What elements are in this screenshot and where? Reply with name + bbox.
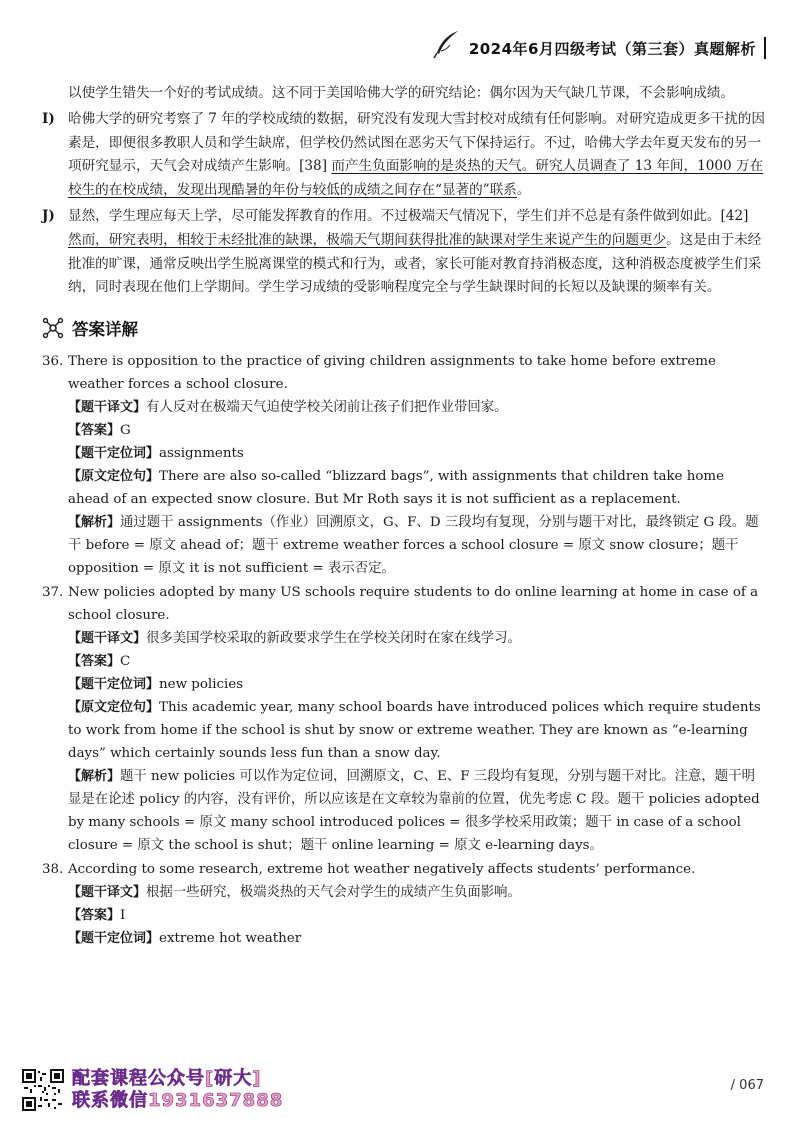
main-content: [42, 82, 766, 951]
question-number: 36.: [42, 354, 64, 370]
item-text: 有人反对在极端天气迫使学校关闭前让孩子们把作业带回家。: [146, 400, 508, 416]
page-number: / 067: [730, 1078, 764, 1093]
item-answer: [68, 650, 766, 673]
feather-pen-icon: [431, 29, 461, 59]
item-text: 通过题干 assignments（作业）回溯原文，G、F、D 三段均有复现，分别与题干对比，最终锁定 G 段。题干 before = 原文 ahead of；题干 extreme weather forces a school closure = 原文 snow closure；题干 opposition = 原文 it is not sufficient = 表示否定。: [68, 515, 759, 577]
paragraph-text-end: 。: [516, 182, 531, 199]
item-tag: 【题干定位词】: [68, 931, 160, 947]
item-text: assignments: [159, 446, 244, 462]
question-number: 37.: [42, 585, 64, 601]
item-text: 题干 new policies 可以作为定位词，回溯原文，C、E、F 三段均有复现，分别与题干对比。注意，题干明显是在论述 policy 的内容，没有评价，所以应该是在文章较为靠前的位置，优先考虑 C 段。题干 policies adopted by many schools = 原文 many school introduced polices = 很多学校采用政策；题干 in case of a school closure = 原文 the school is shut；题干 online learning = 原文 e-learning days。: [68, 769, 760, 854]
item-tag: 【答案】: [68, 654, 121, 670]
header-title: 2024年6月四级考试（第三套）真题解析: [468, 40, 756, 58]
item-analysis: [68, 765, 766, 857]
item-locator: [68, 442, 766, 465]
item-tag: 【题干译文】: [68, 400, 147, 416]
item-text: extreme hot weather: [159, 931, 302, 947]
underlined-answer-text: 而产生负面影响的是炎热的天气。研究人员调查了 13 年间，1000 万在校生的在校成绩，发现出现酷暑的年份与较低的成绩之间存在“显著的”联系: [68, 158, 764, 199]
molecule-icon: [42, 317, 64, 339]
item-answer: [68, 419, 766, 442]
passage-continuation: 以使学生错失一个好的考试成绩。这不同于美国哈佛大学的研究结论：偶尔因为天气缺几节课，不会影响成绩。: [68, 85, 735, 101]
item-translation: [68, 881, 766, 904]
passage-paragraph-j: [42, 205, 766, 300]
item-translation: [68, 396, 766, 419]
item-text: This academic year, many school boards have introduced polices which require students to work from home if the school is shut by snow or extreme weather. They are known as “e-learning days” which certainly sounds less fun than a snow day.: [68, 700, 761, 762]
item-answer: [68, 904, 766, 927]
question-number: 38.: [42, 862, 64, 878]
question-block-38: [42, 858, 766, 950]
passage-paragraph-i: [42, 108, 766, 203]
underlined-answer-text: 然而，研究表明，相较于未经批准的缺课，极端天气期间获得批准的缺课对学生来说产生的问题更少: [68, 231, 667, 248]
item-tag: 【题干译文】: [68, 631, 147, 647]
paragraph-text-end: 。这是由于未经批准的旷课，通常反映出学生脱离课堂的模式和行为，或者，家长可能对教育持消极态度，这种消极态度被学生们采纳，同时表现在他们上学期间。学生学习成绩的受影响程度完全与学生缺课时间的长短以及缺课的频率有关。: [68, 231, 762, 296]
item-text: There are also so-called “blizzard bags”, with assignments that children take home ahead of an expected snow closure. But Mr Roth says it is not sufficient as a replacement.: [68, 469, 725, 508]
promo-line-1: 配套课程公众号[研大]: [72, 1068, 262, 1089]
paragraph-letter: J): [42, 207, 55, 224]
item-locator: [68, 673, 766, 696]
question-text: New policies adopted by many US schools require students to do online learning at home in case of a school closure.: [68, 585, 759, 624]
item-text: G: [120, 423, 131, 439]
item-text: new policies: [159, 677, 244, 693]
promo-text: [72, 1068, 283, 1112]
item-tag: 【答案】: [68, 908, 121, 924]
item-tag: 【题干译文】: [68, 885, 147, 901]
paragraph-text: 显然，学生理应每天上学，尽可能发挥教育的作用。不过极端天气情况下，学生们并不总是有条件做到如此。[42]: [68, 207, 749, 224]
question-text: There is opposition to the practice of giving children assignments to take home before extreme weather forces a school closure.: [68, 354, 716, 393]
paragraph-letter: I): [42, 110, 55, 127]
item-tag: 【答案】: [68, 423, 121, 439]
item-tag: 【题干定位词】: [68, 446, 160, 462]
section-title: 答案详解: [72, 320, 138, 340]
item-text: C: [120, 654, 131, 670]
item-tag: 【解析】: [68, 769, 121, 785]
item-tag: 【题干定位词】: [68, 677, 160, 693]
item-tag: 【原文定位句】: [68, 700, 160, 716]
paragraph-text: 哈佛大学的研究考察了 7 年的学校成绩的数据，研究没有发现大雪封校对成绩有任何影响。对研究造成更多干扰的因素是，即便很多教职人员和学生缺席，但学校仍然试图在恶劣天气下保持运行。不过，哈佛大学去年夏天发布的另一项研究显示，天气会对成绩产生影响。[38]: [68, 110, 765, 175]
item-source-sentence: [68, 696, 766, 765]
item-locator: [68, 927, 766, 950]
question-block-37: [42, 581, 766, 857]
question-block-36: [42, 350, 766, 580]
item-tag: 【原文定位句】: [68, 469, 160, 485]
item-analysis: [68, 511, 766, 580]
item-text: 根据一些研究，极端炎热的天气会对学生的成绩产生负面影响。: [146, 885, 521, 901]
header-divider: [764, 37, 766, 59]
item-translation: [68, 627, 766, 650]
question-text: According to some research, extreme hot weather negatively affects students’ performance.: [68, 862, 696, 878]
promo-watermark: [22, 1068, 283, 1112]
promo-line-2: 联系微信1931637888: [72, 1090, 284, 1111]
page-header: [431, 28, 766, 59]
item-tag: 【解析】: [68, 515, 121, 531]
qr-code-icon[interactable]: [22, 1069, 64, 1111]
item-source-sentence: [68, 465, 766, 511]
item-text: 很多美国学校采取的新政要求学生在学校关闭时在家在线学习。: [146, 631, 521, 647]
section-heading: [42, 316, 766, 340]
item-text: I: [120, 908, 126, 924]
